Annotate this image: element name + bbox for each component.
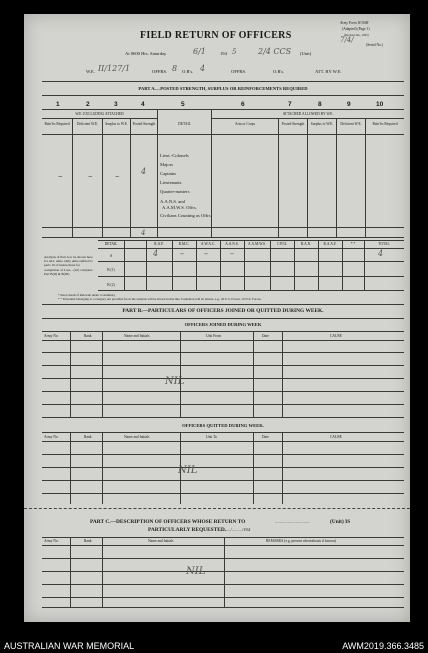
we-excluding-attached: W.E. EXCLUDING ATTACHED: [75, 112, 124, 116]
quitted-col-rank: Rank: [84, 435, 92, 439]
table-row-rule: [42, 467, 404, 468]
col-line: [270, 240, 271, 290]
col-number-3: 3: [114, 101, 118, 108]
joined-col-army-no: Army No.: [44, 334, 59, 338]
table-row-rule: [42, 378, 404, 379]
col-number-10: 10: [376, 101, 384, 108]
quitted-title: OFFICERS QUITTED DURING WEEK.: [182, 423, 264, 428]
col-number-2: 2: [86, 101, 90, 108]
analysis-header-rule: [98, 248, 404, 249]
analysis-header-rmc: R.M.C.: [178, 242, 190, 246]
form-id-line1: Army Form W.3008: [340, 21, 369, 25]
footnote-1: * Insert detail of Relevant under to summary: [58, 293, 116, 297]
col-line: [244, 240, 245, 290]
rank-civilians: Civilians Counting as Offrs.: [160, 213, 212, 218]
analysis-header-awac: A.W.A.C.: [200, 242, 216, 246]
rank-lieut-colonels: Lieut.-Colonels: [160, 153, 189, 158]
table-row-rule: [42, 454, 404, 455]
part-a-header-rule: [42, 134, 404, 135]
part-c-col-army-no: Army No.: [44, 539, 59, 543]
ors2-label: O.R's.: [273, 69, 285, 74]
quitted-col-date: Date: [262, 435, 269, 439]
header-posted-strength-att: Posted Strength: [281, 122, 305, 126]
table-row-rule: [42, 365, 404, 366]
form-id-line3: (Revised Jan., 1945): [344, 33, 369, 37]
perforation-line: [24, 508, 410, 509]
part-c-col-remarks: REMARKS (e.g. present whereabouts if known): [266, 539, 336, 543]
col-number-6: 6: [241, 101, 245, 108]
year-label: 194: [220, 51, 227, 56]
year-handwritten: 5: [232, 48, 237, 56]
col-line: [70, 537, 71, 607]
part-a-top-rule: [42, 81, 404, 82]
quitted-col-army-no: Army No.: [44, 435, 59, 439]
col-number-1: 1: [56, 101, 60, 108]
analysis-row-rule: [98, 261, 404, 262]
col-line: [130, 118, 131, 237]
we-label: W.E.: [86, 69, 96, 74]
analysis-header-raaf: R.A.A.F.: [323, 242, 337, 246]
joined-col-unit-from: Unit From: [206, 334, 222, 338]
col-line: [294, 240, 295, 290]
col-line: [124, 240, 125, 290]
offrs-handwritten: 8: [172, 64, 178, 73]
hw-dash: –: [115, 172, 120, 182]
part-c-col-rank: Rank: [84, 539, 92, 543]
part-a-totals-rule: [42, 227, 404, 228]
table-row-rule: [42, 571, 404, 572]
table-row-rule: [42, 493, 404, 494]
col-line: [102, 331, 103, 417]
part-c-title: PART C.—DESCRIPTION OF OFFICERS WHOSE RETURN TO: [90, 519, 246, 525]
table-row-rule: [42, 352, 404, 353]
analysis-top-rule: [98, 240, 404, 241]
rank-lieutenants: Lieutenants: [160, 180, 182, 185]
col-line: [157, 109, 158, 237]
analysis-note: Analysis of Part A to be shown here for ALL units. Only units entitled to parts 10 of instructions for completion of Loss—(10) complete Part B(II) & B(III): [44, 255, 93, 276]
part-c-title-rule: [42, 537, 404, 538]
hw-mark: 4: [141, 229, 146, 237]
header-deficient-we-att: Deficient W.E.: [340, 122, 362, 126]
col-line: [102, 118, 103, 237]
part-a-title-rule: [42, 95, 404, 96]
col-number-4: 4: [141, 101, 145, 108]
col-line: [282, 331, 283, 417]
analysis-header-aamws: A.A.M.W.S.: [248, 242, 266, 246]
attached-rule: [212, 118, 404, 119]
header-surplus-we-att: Surplus to W.E.: [310, 122, 334, 126]
quitted-col-cause: CAUSE: [330, 435, 342, 439]
attached-allowed: ATTACHED ALLOWED BY W.E.: [282, 112, 334, 116]
rank-aans: A.A.N.S. and: [160, 199, 185, 204]
part-c-particularly: PARTICULARLY REQUESTED.: [148, 527, 227, 533]
header-reinfts-required-att: Rein'fts Required: [372, 122, 398, 126]
analysis-header-other: * *: [350, 242, 356, 246]
hw-dash: –: [180, 249, 184, 258]
part-c-unit-is: (Unit) IS: [330, 519, 351, 525]
col-number-5: 5: [181, 101, 185, 108]
col-line: [253, 331, 254, 417]
col-line: [282, 432, 283, 504]
col-line: [365, 118, 366, 237]
hw-dash: –: [204, 249, 208, 258]
col-line: [364, 240, 365, 290]
part-c-unit-dots: ...............................: [275, 519, 311, 524]
header-deficient-we: Deficient W.E.: [76, 122, 99, 126]
footer-institution: AUSTRALIAN WAR MEMORIAL: [4, 641, 135, 651]
analysis-header-ran: R.A.N.: [300, 242, 312, 246]
analysis-row-b2: B (2): [107, 283, 115, 287]
col-line: [278, 118, 279, 237]
rank-captains: Captains: [160, 171, 177, 176]
col-line: [224, 537, 225, 607]
analysis-header-civil: CIVIL: [277, 242, 287, 246]
quitted-title-rule: [42, 432, 404, 433]
col-number-7: 7: [288, 101, 292, 108]
col-number-8: 8: [318, 101, 322, 108]
joined-handwritten-nil: NIL: [165, 376, 185, 387]
unit-handwritten: 2/4 CCS: [258, 47, 292, 56]
part-a-bottom-rule: [42, 237, 404, 238]
date-handwritten: 6/1: [193, 47, 206, 56]
joined-col-rank: Rank: [84, 334, 92, 338]
table-row-rule: [42, 391, 404, 392]
quitted-handwritten-nil: NIL: [178, 465, 198, 476]
form-id-line2: (Adapted) (Page 1): [342, 27, 370, 31]
offrs-label: OFFRS.: [152, 69, 168, 74]
att-label: ATT. BY W.E.: [315, 69, 342, 74]
col-line: [102, 432, 103, 504]
analysis-header-detail: DETAIL: [104, 242, 118, 246]
col-line: [307, 118, 308, 237]
analysis-header-total: TOTAL: [378, 242, 390, 246]
part-a-numbers-rule: [42, 109, 404, 110]
col-line: [342, 240, 343, 290]
joined-title-rule: [42, 331, 404, 332]
analysis-row-rule: [98, 276, 404, 277]
col-line: [336, 118, 337, 237]
table-row-rule: [42, 404, 404, 405]
ors-handwritten: 4: [200, 64, 206, 73]
header-detail: DETAIL: [178, 122, 191, 126]
hw-mark: 4: [378, 249, 384, 258]
table-row-rule: [42, 441, 404, 442]
hw-mark: 4: [141, 167, 147, 176]
col-line: [172, 240, 173, 290]
col-number-9: 9: [347, 101, 351, 108]
serial-label: (Serial No.): [366, 43, 383, 47]
analysis-header-aans: A.A.N.S.: [225, 242, 239, 246]
table-row-rule: [42, 480, 404, 481]
footer-accession-number: AWM2019.366.3485: [342, 641, 424, 651]
table-row-rule: [42, 597, 404, 598]
analysis-row-b1: B (1): [107, 268, 115, 272]
col-line: [220, 240, 221, 290]
footnote-2: * * Personnel belonging to a category not provided for in the analysis will be shown in this line. Formation will be shown, e.g., 20 U.S. Forces, 10 N.Z. Forces.: [58, 297, 262, 301]
quitted-col-name: Name and Initials: [124, 435, 150, 439]
offrs2-label: OFFRS.: [231, 69, 247, 74]
table-row-rule: [42, 558, 404, 559]
col-line: [70, 331, 71, 417]
joined-bottom-rule: [42, 417, 404, 418]
at-line: At 0600 Hrs. Saturday: [125, 51, 167, 56]
we-handwritten: II/127/1: [98, 64, 131, 73]
table-row-rule: [42, 340, 404, 341]
col-line: [72, 118, 73, 237]
col-line: [318, 240, 319, 290]
col-line: [180, 432, 181, 504]
table-row-rule: [42, 584, 404, 585]
part-b-title-rule: [42, 318, 404, 319]
unit-label: (Unit): [300, 51, 312, 56]
serial-handwritten: 7/4/: [340, 36, 354, 44]
analysis-row-a: A: [109, 254, 113, 258]
hw-mark: 4: [153, 249, 159, 258]
rank-aamws: A.A.M.W.S. Offrs.: [162, 205, 197, 210]
joined-col-date: Date: [262, 334, 269, 338]
col-line: [211, 109, 212, 237]
header-surplus-we: Surplus to W.E.: [105, 122, 128, 126]
quitted-col-unit-to: Unit To: [206, 435, 217, 439]
rank-majors: Majors: [160, 162, 174, 167]
hw-dash: –: [230, 249, 234, 258]
hw-dash: –: [88, 172, 93, 182]
part-c-date-dots: ........./........./194: [220, 527, 251, 532]
col-line: [146, 240, 147, 290]
part-a-title: PART A.—POSTED STRENGTH, SURPLUS OR REINFORCEMENTS REQUIRED: [138, 86, 308, 91]
joined-col-name: Name and Initials: [124, 334, 150, 338]
part-c-handwritten-nil: NIL: [186, 566, 206, 577]
joined-col-cause: CAUSE: [330, 334, 342, 338]
table-row-rule: [42, 545, 404, 546]
ors-label: O.R's.: [182, 69, 194, 74]
header-posted-strength: Posted Strength: [132, 122, 156, 126]
part-c-col-name: Name and Initials: [148, 539, 174, 543]
form-title: FIELD RETURN OF OFFICERS: [140, 30, 292, 41]
hw-dash: –: [58, 172, 63, 182]
header-reinfts-required: Rein'fts Required: [44, 122, 70, 126]
table-row-rule: [42, 607, 404, 608]
col-line: [102, 537, 103, 607]
part-b-title: PART B.—PARTICULARS OF OFFICERS JOINED OR QUITTED DURING WEEK.: [122, 308, 324, 314]
analysis-bottom-rule: [98, 290, 404, 291]
we-excluding-rule: [42, 118, 157, 119]
col-line: [253, 432, 254, 504]
rank-quartermasters: Quarter-masters: [160, 189, 190, 194]
joined-title: OFFICERS JOINED DURING WEEK: [184, 322, 262, 327]
header-arm-corps: Arm or Corps: [235, 122, 255, 126]
col-line: [196, 240, 197, 290]
part-b-top-rule: [42, 304, 404, 305]
analysis-header-raf: R.A.F.: [154, 242, 164, 246]
col-line: [180, 331, 181, 417]
col-line: [70, 432, 71, 504]
